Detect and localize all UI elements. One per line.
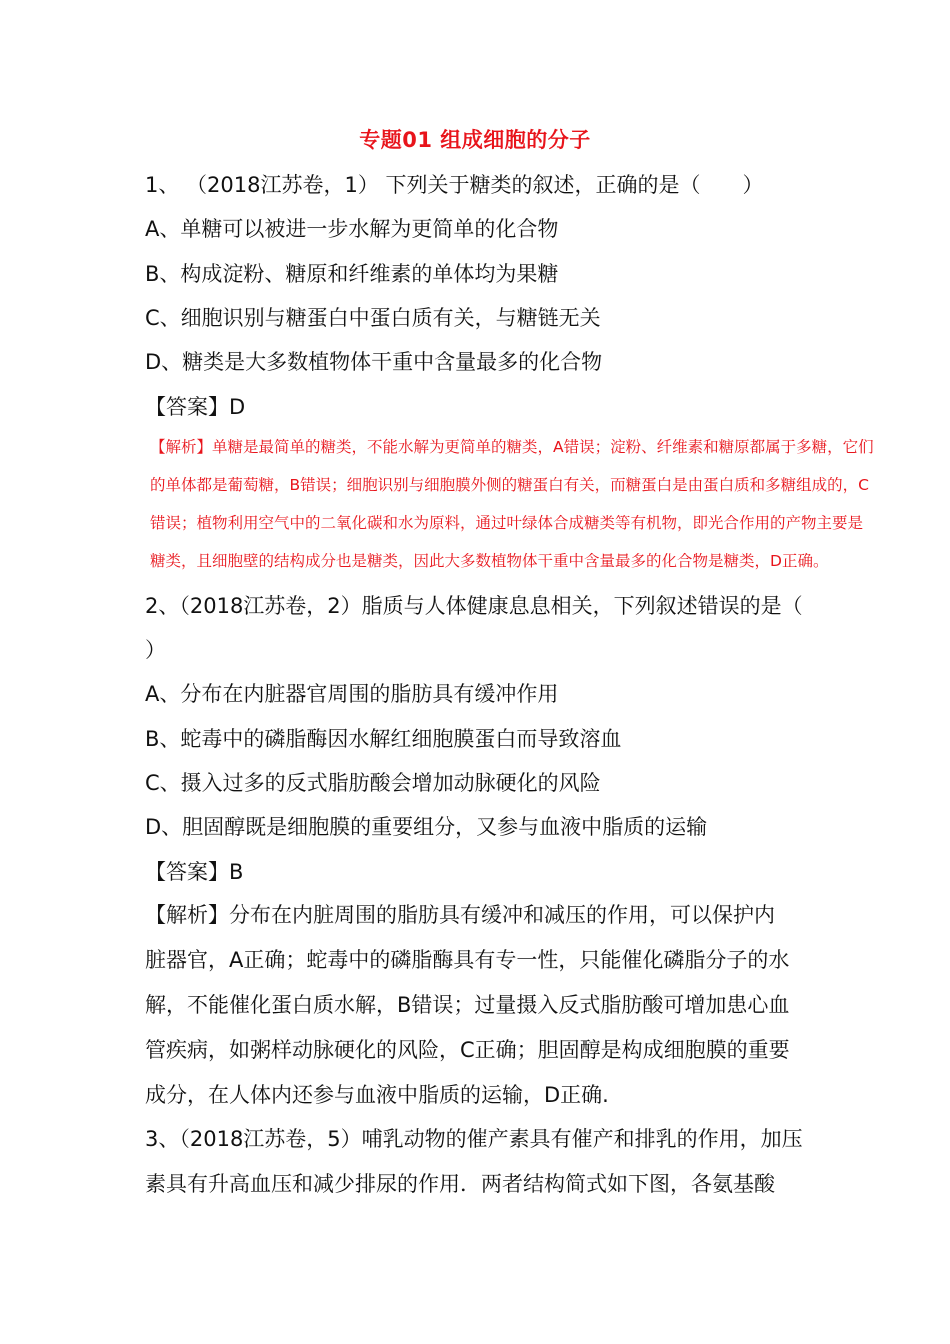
- q2-option-a: A、分布在内脏器官周围的脂肪具有缓冲作用: [145, 682, 559, 706]
- q2-explanation-line: 脏器官，A正确；蛇毒中的磷脂酶具有专一性，只能催化磷脂分子的水: [145, 948, 790, 972]
- q2-option-b: B、蛇毒中的磷脂酶因水解红细胞膜蛋白而导致溶血: [145, 727, 622, 751]
- q1-explanation-line: 糖类，且细胞壁的结构成分也是糖类，因此大多数植物体干重中含量最多的化合物是糖类，D正确。: [150, 552, 829, 570]
- q1-option-d: D、糖类是大多数植物体干重中含量最多的化合物: [145, 350, 603, 374]
- q1-explanation: [150, 428, 940, 580]
- q1-option-a: A、单糖可以被进一步水解为更简单的化合物: [145, 217, 559, 241]
- q1-option-c: C、细胞识别与糖蛋白中蛋白质有关，与糖链无关: [145, 306, 601, 330]
- q1-explanation-line: 【解析】单糖是最简单的糖类，不能水解为更简单的糖类，A错误；淀粉、纤维素和糖原都属于多糖，它们: [150, 438, 874, 456]
- q2-explanation-line: 解，不能催化蛋白质水解，B错误；过量摄入反式脂肪酸可增加患心血: [145, 993, 790, 1017]
- q2-stem-continued: ）: [145, 638, 166, 662]
- q2-explanation-line: 成分，在人体内还参与血液中脂质的运输，D正确.: [145, 1083, 609, 1107]
- q2-explanation: [145, 893, 790, 1118]
- q2-answer: 【答案】B: [145, 860, 244, 884]
- q1-explanation-line: 的单体都是葡萄糖，B错误；细胞识别与细胞膜外侧的糖蛋白有关，而糖蛋白是由蛋白质和多糖组成的，C: [150, 476, 869, 494]
- q3-stem-line: 素具有升高血压和减少排尿的作用．两者结构简式如下图，各氨基酸: [145, 1172, 775, 1196]
- q3-stem-line: 3、（2018江苏卷，5）哺乳动物的催产素具有催产和排乳的作用，加压: [145, 1127, 803, 1151]
- page-title: 专题01 组成细胞的分子: [359, 128, 591, 152]
- q2-explanation-line: 管疾病，如粥样动脉硬化的风险，C正确；胆固醇是构成细胞膜的重要: [145, 1038, 790, 1062]
- q1-explanation-line: 错误；植物利用空气中的二氧化碳和水为原料，通过叶绿体合成糖类等有机物，即光合作用的产物主要是: [150, 514, 864, 532]
- q1-answer: 【答案】D: [145, 395, 246, 419]
- q1-stem: 1、 （2018江苏卷，1） 下列关于糖类的叙述，正确的是（ ）: [145, 173, 764, 197]
- q2-stem: 2、（2018江苏卷，2）脂质与人体健康息息相关，下列叙述错误的是（: [145, 594, 803, 618]
- q2-option-d: D、胆固醇既是细胞膜的重要组分，又参与血液中脂质的运输: [145, 815, 708, 839]
- q2-explanation-line: 【解析】分布在内脏周围的脂肪具有缓冲和减压的作用，可以保护内: [145, 903, 775, 927]
- q1-option-b: B、构成淀粉、糖原和纤维素的单体均为果糖: [145, 262, 559, 286]
- q2-option-c: C、摄入过多的反式脂肪酸会增加动脉硬化的风险: [145, 771, 601, 795]
- q3-stem: [145, 1117, 803, 1207]
